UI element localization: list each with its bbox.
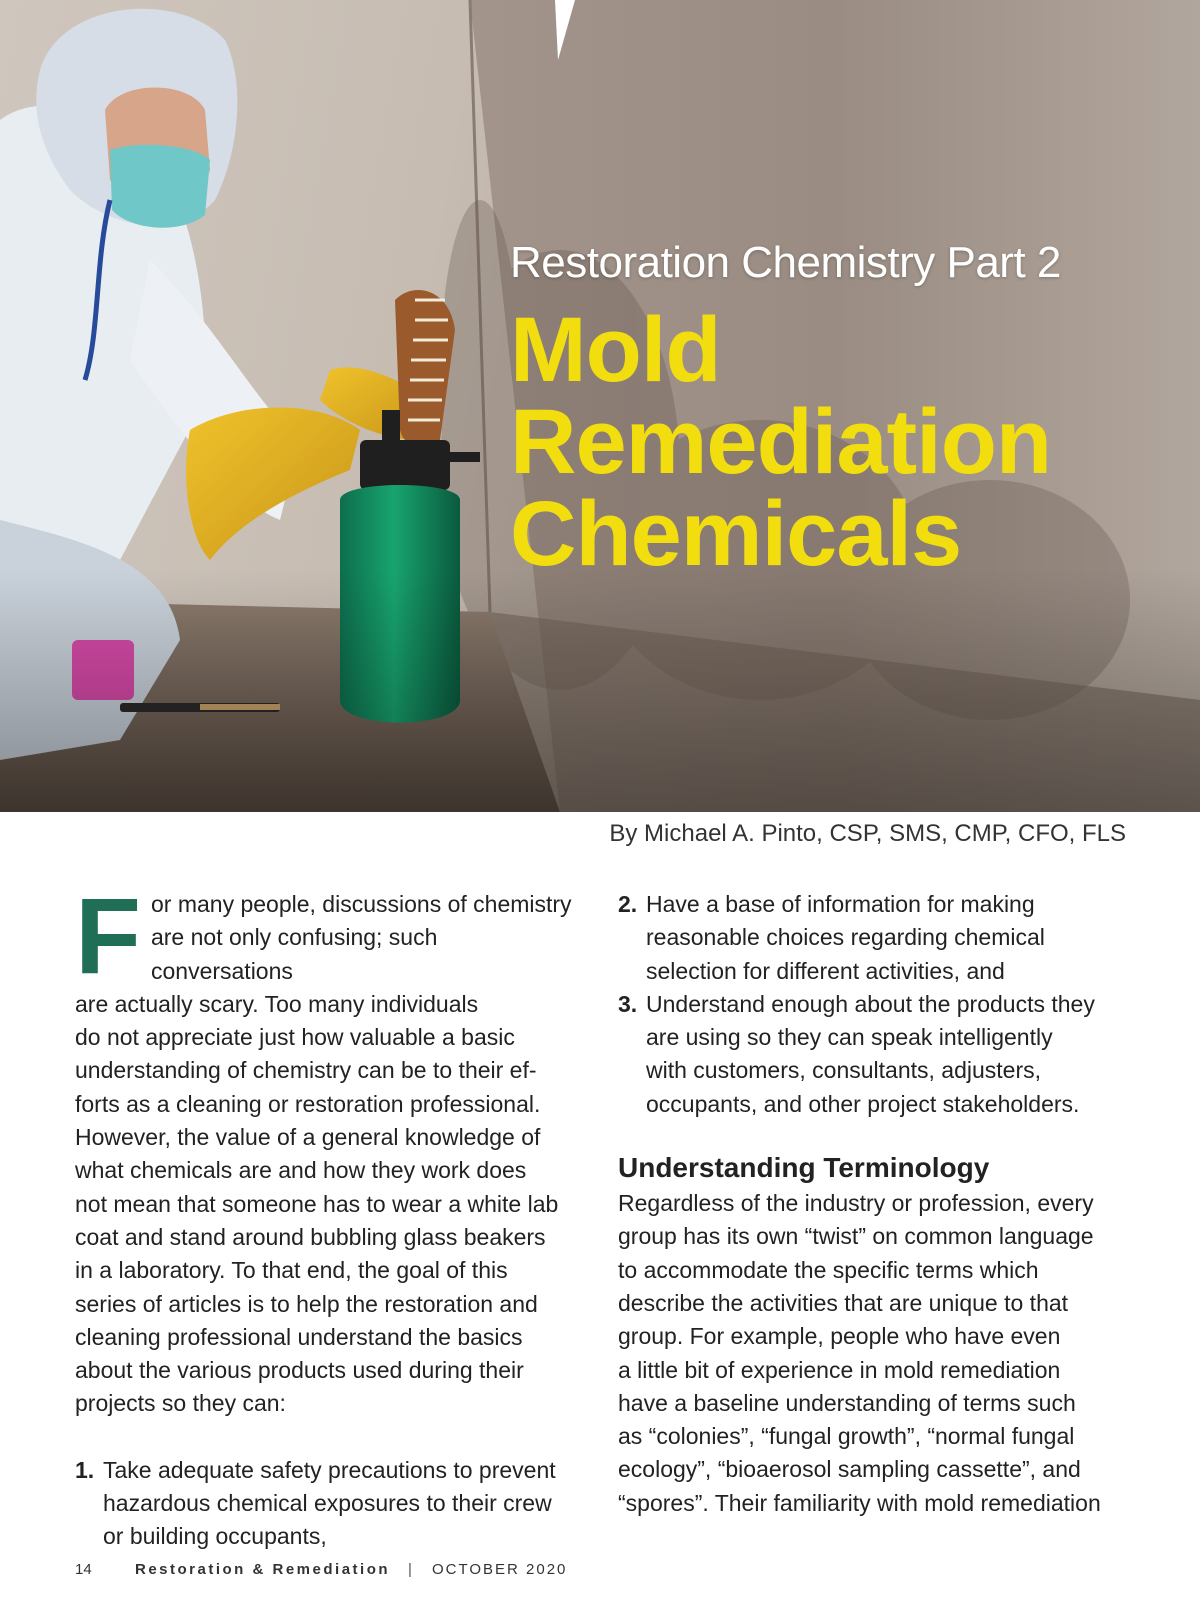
page-number: 14 bbox=[75, 1561, 92, 1578]
text-line: a little bit of experience in mold remediation bbox=[618, 1356, 1061, 1383]
drop-cap: F bbox=[75, 875, 141, 996]
text-line: group has its own “twist” on common language bbox=[618, 1223, 1094, 1250]
text-line: or many people, discussions of chemistry bbox=[150, 891, 572, 917]
hero-title-block bbox=[510, 236, 1190, 585]
headline-line: Remediation bbox=[510, 391, 1052, 493]
text-line: series of articles is to help the restoration and bbox=[75, 1290, 538, 1317]
list-item bbox=[618, 888, 1118, 988]
issue-date: OCTOBER 2020 bbox=[431, 1561, 568, 1578]
text-line: cleaning professional understand the basics bbox=[75, 1323, 523, 1350]
text-line: are not only confusing; such conversations bbox=[150, 924, 438, 984]
text-line: reasonable choices regarding chemical bbox=[646, 924, 1045, 951]
text-line: ecology”, “bioaerosol sampling cassette”, and bbox=[618, 1456, 1081, 1483]
text-line: Understand enough about the products they bbox=[646, 990, 1095, 1017]
list-number: 2. bbox=[618, 891, 638, 917]
text-line: in a laboratory. To that end, the goal of this bbox=[75, 1257, 508, 1284]
page-footer bbox=[75, 1561, 567, 1578]
text-line: Take adequate safety precautions to prevent bbox=[103, 1456, 556, 1483]
right-column bbox=[618, 888, 1118, 1520]
text-line: “spores”. Their familiarity with mold remediation bbox=[618, 1489, 1101, 1516]
list-number: 1. bbox=[75, 1456, 95, 1483]
series-title bbox=[510, 236, 1190, 290]
article-headline bbox=[510, 299, 1190, 585]
text-line: with customers, consultants, adjusters, bbox=[646, 1057, 1041, 1084]
text-line: However, the value of a general knowledge of bbox=[75, 1124, 541, 1151]
footer-separator: | bbox=[408, 1561, 414, 1578]
headline-line: Chemicals bbox=[510, 483, 962, 585]
series-part: Part 2 bbox=[934, 238, 1061, 287]
series-name: Restoration Chemistry bbox=[510, 238, 935, 287]
magazine-name: Restoration & Remediation bbox=[135, 1561, 391, 1578]
text-line: to accommodate the specific terms which bbox=[618, 1256, 1039, 1283]
text-line: group. For example, people who have even bbox=[618, 1323, 1061, 1350]
text-line: describe the activities that are unique to that bbox=[618, 1289, 1069, 1316]
text-line: do not appreciate just how valuable a basic bbox=[75, 1024, 515, 1051]
left-column bbox=[75, 875, 575, 1554]
text-line: hazardous chemical exposures to their crew bbox=[103, 1490, 552, 1517]
text-line: about the various products used during their bbox=[75, 1357, 524, 1384]
text-line: Regardless of the industry or profession, every bbox=[618, 1190, 1094, 1217]
text-line: as “colonies”, “fungal growth”, “normal fungal bbox=[618, 1423, 1075, 1450]
text-line: have a baseline understanding of terms such bbox=[618, 1389, 1076, 1416]
byline: By Michael A. Pinto, CSP, SMS, CMP, CFO, FLS bbox=[609, 820, 1126, 847]
list-item bbox=[75, 1454, 575, 1554]
list-item bbox=[618, 988, 1118, 1121]
intro-paragraph bbox=[75, 875, 575, 1421]
body-paragraph bbox=[618, 1187, 1118, 1520]
headline-line: Mold bbox=[510, 299, 721, 401]
text-line: are using so they can speak intelligently bbox=[646, 1024, 1053, 1051]
text-line: coat and stand around bubbling glass beakers bbox=[75, 1223, 546, 1250]
text-line: forts as a cleaning or restoration professional. bbox=[75, 1090, 541, 1117]
text-line: understanding of chemistry can be to their ef- bbox=[75, 1057, 537, 1084]
list-number: 3. bbox=[618, 990, 638, 1017]
section-heading: Understanding Terminology bbox=[618, 1152, 990, 1184]
text-line: Have a base of information for making bbox=[646, 891, 1035, 917]
text-line: occupants, and other project stakeholders. bbox=[646, 1090, 1080, 1117]
text-line: not mean that someone has to wear a white lab bbox=[75, 1190, 559, 1217]
text-line: or building occupants, bbox=[103, 1523, 327, 1550]
text-line: what chemicals are and how they work does bbox=[75, 1157, 527, 1184]
text-line: projects so they can: bbox=[75, 1390, 286, 1417]
text-line: selection for different activities, and bbox=[646, 957, 1005, 984]
text-line: are actually scary. Too many individuals bbox=[75, 990, 479, 1017]
